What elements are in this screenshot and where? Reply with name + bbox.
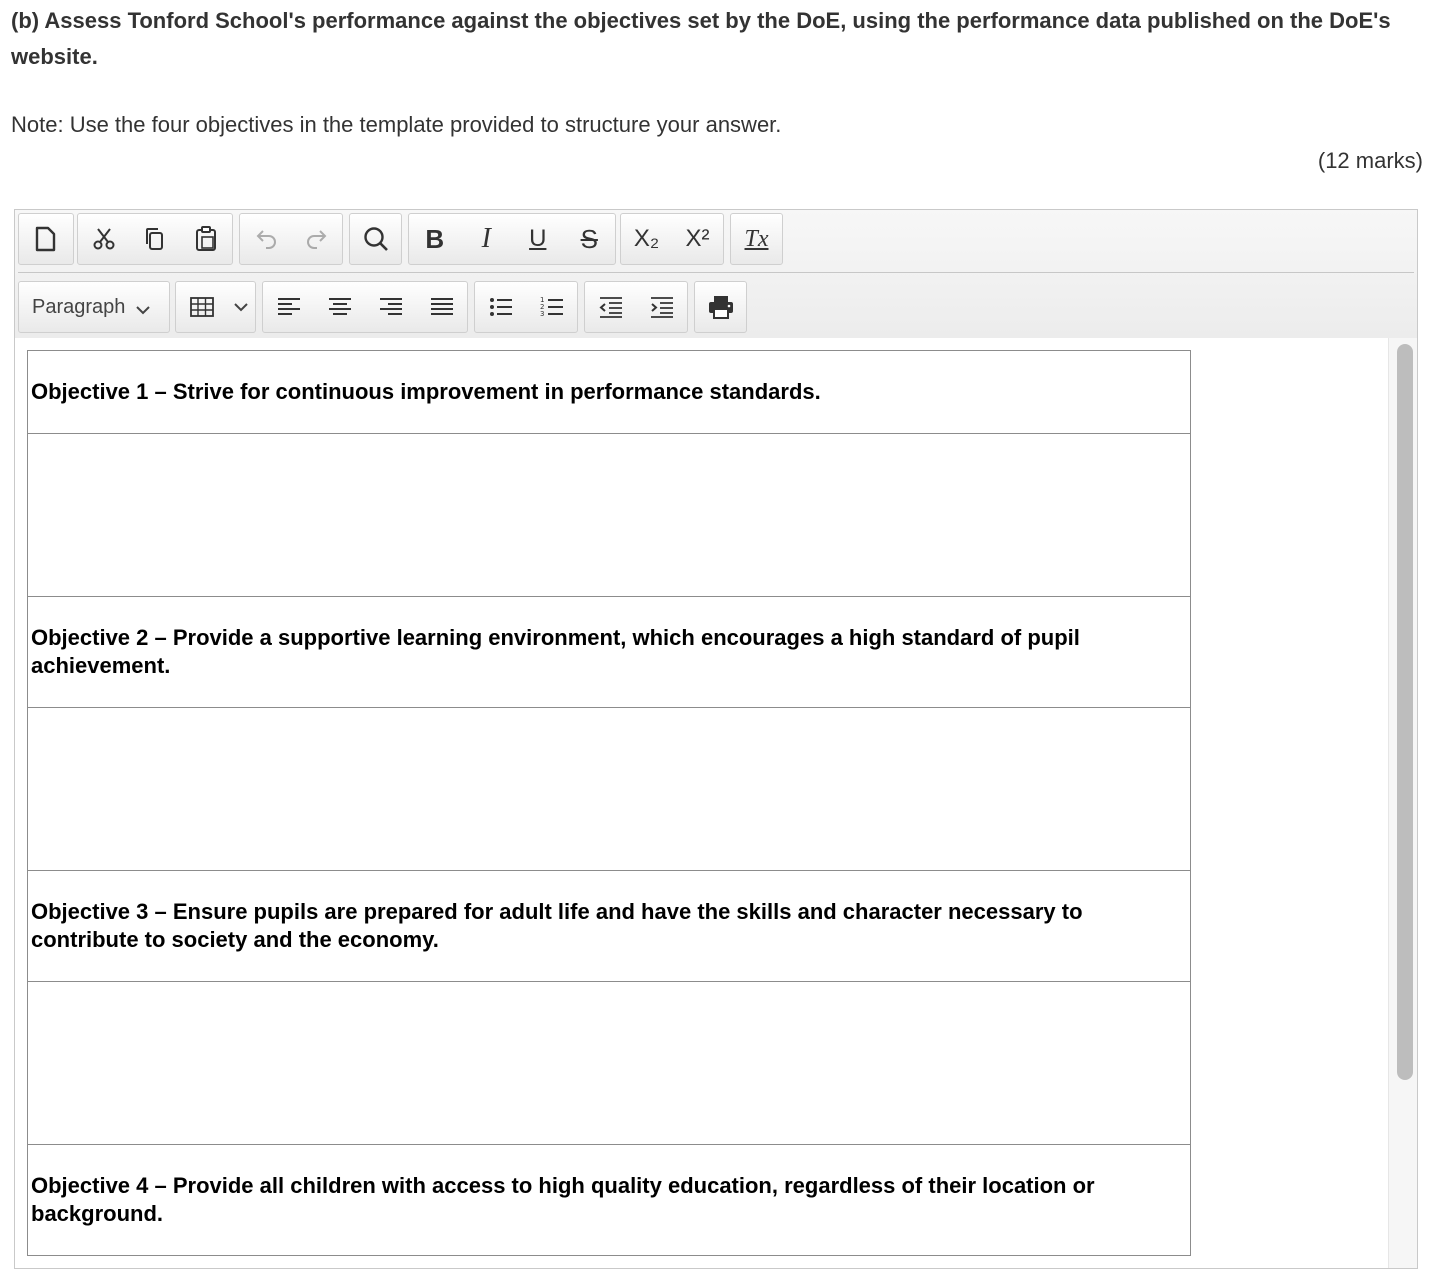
numbered-list-button[interactable] xyxy=(526,282,577,332)
objectives-table xyxy=(27,350,1191,1256)
svg-text:1: 1 xyxy=(539,296,544,304)
new-document-button[interactable] xyxy=(19,214,71,264)
clipboard-group xyxy=(77,213,233,265)
marks-label: (12 marks) xyxy=(1317,148,1423,173)
objective-2-row xyxy=(28,597,1191,708)
underline-button[interactable] xyxy=(512,214,564,264)
outdent-icon xyxy=(596,292,626,322)
objective-4-heading[interactable]: Objective 4 – Provide all children with access to high quality education, regardless of their location or background. xyxy=(28,1145,1191,1256)
clear-format-group xyxy=(730,213,783,265)
align-left-button[interactable] xyxy=(263,282,314,332)
paste-button[interactable] xyxy=(181,214,232,264)
paragraph-format-value: Paragraph xyxy=(32,295,126,318)
objective-2-answer-row xyxy=(28,708,1191,871)
paste-icon xyxy=(191,224,221,254)
undo-icon xyxy=(251,224,281,254)
align-justify-icon xyxy=(427,292,457,322)
strikethrough-icon: S xyxy=(580,223,598,254)
numbered-list-icon xyxy=(537,292,567,322)
objective-1-answer-row xyxy=(28,434,1191,597)
italic-button[interactable] xyxy=(461,214,513,264)
rich-text-editor xyxy=(14,209,1418,1269)
table-group xyxy=(175,281,256,333)
new-document-icon xyxy=(30,224,60,254)
print-group xyxy=(694,281,747,333)
strikethrough-button[interactable] xyxy=(564,214,616,264)
history-group xyxy=(239,213,343,265)
copy-button[interactable] xyxy=(129,214,180,264)
indent-group xyxy=(584,281,688,333)
bold-icon: B xyxy=(425,223,445,254)
align-justify-button[interactable] xyxy=(416,282,467,332)
svg-text:3: 3 xyxy=(539,310,544,318)
superscript-button[interactable] xyxy=(672,214,723,264)
chevron-down-icon xyxy=(135,304,151,316)
objective-3-row xyxy=(28,871,1191,982)
bold-button[interactable] xyxy=(409,214,461,264)
objective-3-answer-row xyxy=(28,982,1191,1145)
print-button[interactable] xyxy=(695,282,746,332)
table-button[interactable] xyxy=(176,282,228,332)
align-right-icon xyxy=(376,292,406,322)
bullet-list-icon xyxy=(486,292,516,322)
list-group xyxy=(474,281,578,333)
question-note: Note: Use the four objectives in the template provided to structure your answer. xyxy=(11,112,782,137)
clear-formatting-button[interactable] xyxy=(731,214,782,264)
objective-2-heading[interactable]: Objective 2 – Provide a supportive learning environment, which encourages a high standard of pupil achievement. xyxy=(28,597,1191,708)
document-group xyxy=(18,213,74,265)
objective-4-row xyxy=(28,1145,1191,1256)
question-text: (b) Assess Tonford School's performance against the objectives set by the DoE, using the performance data published on the DoE's website. xyxy=(11,8,1391,69)
objective-1-row xyxy=(28,351,1191,434)
subscript-icon: X₂ xyxy=(633,225,660,252)
table-icon xyxy=(187,292,217,322)
indent-button[interactable] xyxy=(636,282,687,332)
italic-icon: I xyxy=(481,223,491,254)
search-icon xyxy=(361,224,391,254)
superscript-icon: X² xyxy=(685,225,710,252)
bullet-list-button[interactable] xyxy=(475,282,526,332)
objective-3-answer-cell[interactable] xyxy=(28,982,1191,1145)
subscript-button[interactable] xyxy=(621,214,672,264)
align-right-button[interactable] xyxy=(365,282,416,332)
undo-button[interactable] xyxy=(240,214,291,264)
redo-icon xyxy=(302,224,332,254)
redo-button[interactable] xyxy=(291,214,342,264)
indent-icon xyxy=(647,292,677,322)
objective-3-heading[interactable]: Objective 3 – Ensure pupils are prepared for adult life and have the skills and character necessary to contribute to society and the economy. xyxy=(28,871,1191,982)
table-dropdown[interactable] xyxy=(228,282,254,332)
alignment-group xyxy=(262,281,468,333)
cut-icon xyxy=(89,224,119,254)
find-button[interactable] xyxy=(350,214,401,264)
find-group xyxy=(349,213,402,265)
print-icon xyxy=(706,292,736,322)
objective-1-heading[interactable]: Objective 1 – Strive for continuous improvement in performance standards. xyxy=(28,351,1191,434)
editor-content-area[interactable] xyxy=(15,338,1417,1269)
clear-formatting-icon: Tx xyxy=(744,225,769,252)
scrollbar-thumb[interactable] xyxy=(1397,344,1413,1080)
svg-text:2: 2 xyxy=(539,303,544,311)
align-center-button[interactable] xyxy=(314,282,365,332)
underline-icon: U xyxy=(529,225,547,252)
outdent-button[interactable] xyxy=(585,282,636,332)
cut-button[interactable] xyxy=(78,214,129,264)
chevron-down-icon xyxy=(233,301,249,313)
objective-2-answer-cell[interactable] xyxy=(28,708,1191,871)
paragraph-format-dropdown[interactable] xyxy=(18,281,170,333)
script-group xyxy=(620,213,724,265)
toolbar-divider xyxy=(18,272,1414,273)
editor-toolbar xyxy=(15,210,1417,339)
copy-icon xyxy=(140,224,170,254)
align-center-icon xyxy=(325,292,355,322)
text-style-group xyxy=(408,213,616,265)
objective-1-answer-cell[interactable] xyxy=(28,434,1191,597)
align-left-icon xyxy=(274,292,304,322)
